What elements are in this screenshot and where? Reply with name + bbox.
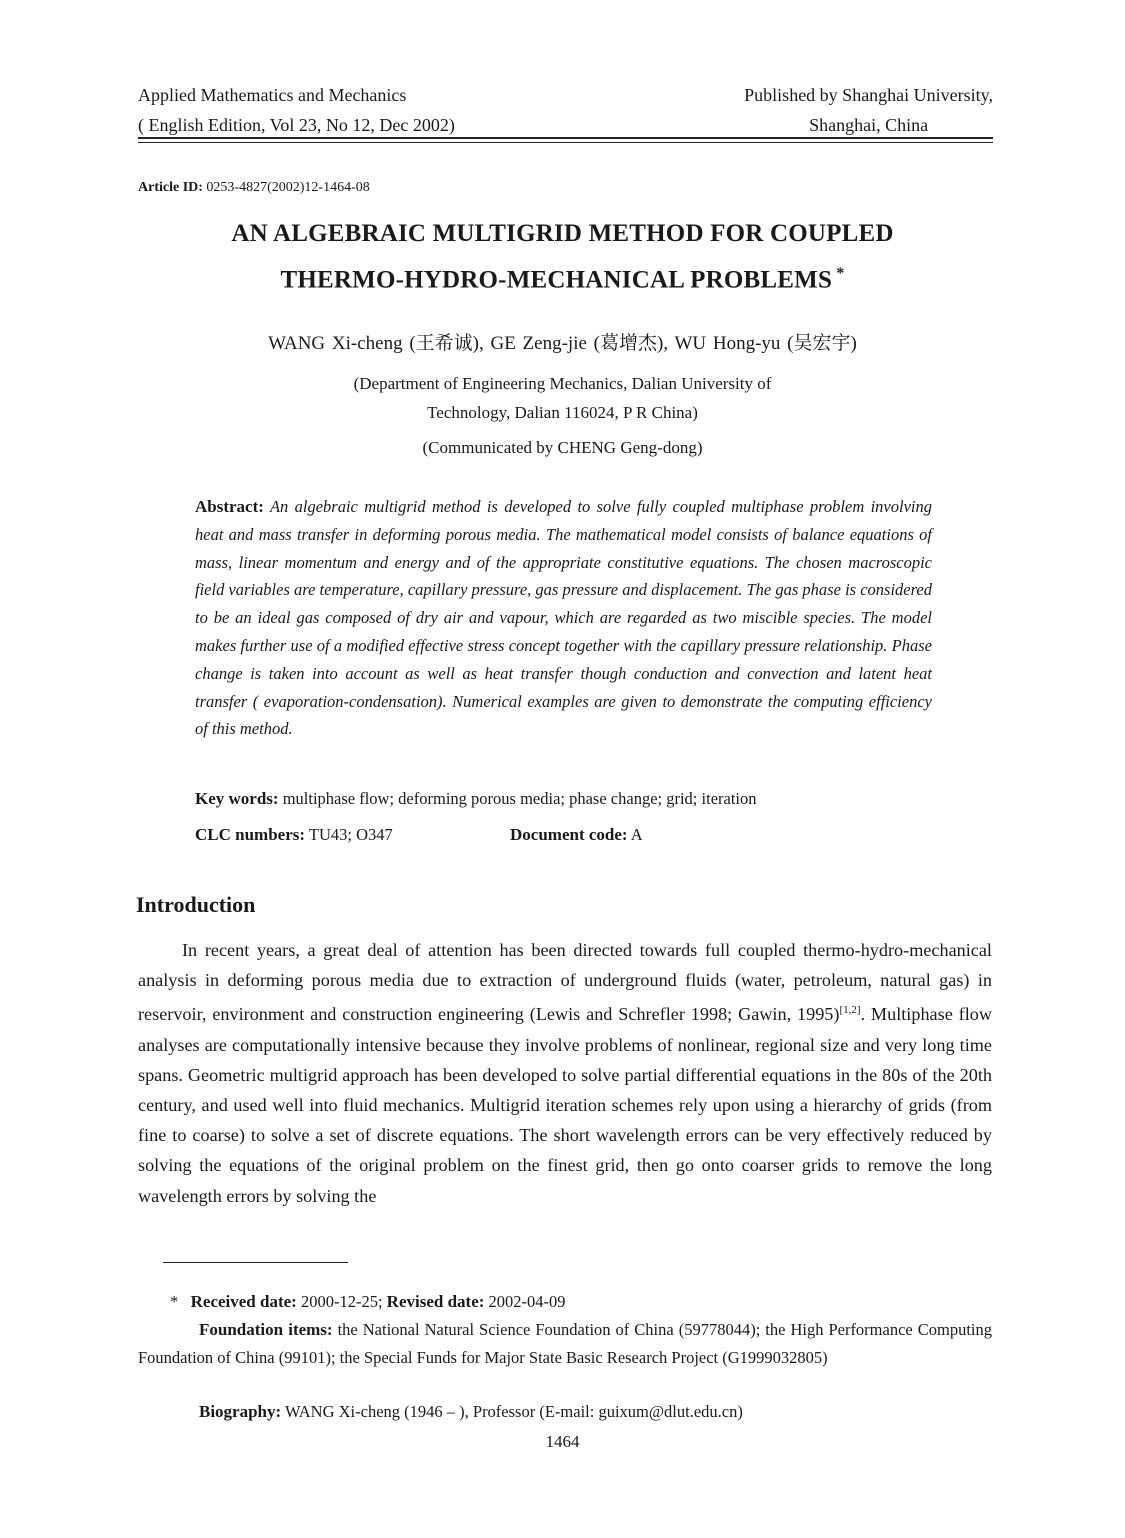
- journal-name: Applied Mathematics and Mechanics: [138, 85, 407, 105]
- title-footnote-mark: *: [832, 265, 845, 282]
- document-code-value: A: [627, 825, 643, 844]
- introduction-paragraph: [138, 935, 992, 1211]
- citation-ref[interactable]: [1,2]: [839, 1004, 861, 1017]
- publisher-location: Shanghai, China: [809, 115, 929, 135]
- journal-header: [138, 80, 455, 140]
- affiliation-line1: (Department of Engineering Mechanics, Dalian University of: [353, 374, 772, 393]
- received-value: 2000-12-25;: [296, 1292, 387, 1311]
- journal-issue: ( English Edition, Vol 23, No 12, Dec 2002): [138, 115, 455, 135]
- page-number: 1464: [545, 1432, 580, 1451]
- foundation-value: the National Natural Science Foundation of China (59778044); the High Performance Computing Foundation of China (99101); the Special Funds for Major State Basic Research Project (G1999032805): [138, 1320, 992, 1367]
- author-list: WANG Xi-cheng (王希诚), GE Zeng-jie (葛增杰), WU Hong-yu (吴宏宇): [268, 333, 857, 354]
- document-code-label: Document code:: [510, 825, 628, 844]
- affiliation-line2: Technology, Dalian 116024, P R China): [427, 403, 698, 422]
- paper-title-line2-text: THERMO-HYDRO-MECHANICAL PROBLEMS: [280, 266, 833, 294]
- abstract-label: Abstract:: [195, 497, 264, 516]
- section-heading-introduction: Introduction: [136, 892, 256, 917]
- intro-text-part1: In recent years, a great deal of attention has been directed towards full coupled thermo-hydro-mechanical analysis in deforming porous media due to extraction of underground fluids (water, petroleum, natural gas) in reservoir, environment and construction engineering (Lewis and Schrefler 1998; Gawin, 1995): [138, 940, 992, 1025]
- abstract: [195, 493, 932, 743]
- footnote-foundation: [138, 1316, 992, 1371]
- revised-value: 2002-04-09: [484, 1292, 566, 1311]
- publisher-name: Published by Shanghai University,: [744, 85, 993, 105]
- article-id-value: 0253-4827(2002)12-1464-08: [202, 180, 370, 195]
- foundation-label: Foundation items:: [199, 1320, 333, 1339]
- revised-label: Revised date:: [386, 1292, 485, 1311]
- biography-value: WANG Xi-cheng (1946 – ), Professor (E-mail: guixum@dlut.edu.cn): [281, 1402, 743, 1421]
- intro-text-part2: . Multiphase flow analyses are computationally intensive because they involve problems of nonlinear, regional size and very long time spans. Geometric multigrid approach has been developed to solve partial differential equations in the 80s of the 20th century, and used well into fluid mechanics. Multigrid iteration schemes rely upon using a hierarchy of grids (from fine to coarse) to solve a set of discrete equations. The short wavelength errors can be very effectively reduced by solving the equations of the original problem on the finest grid, then go onto coarser grids to remove the long wavelength errors by solving the: [138, 1004, 992, 1206]
- footnote-star: *: [170, 1292, 179, 1311]
- communicated-by: (Communicated by CHENG Geng-dong): [422, 438, 703, 457]
- keywords-label: Key words:: [195, 789, 279, 808]
- keywords: [195, 789, 757, 809]
- article-id: [138, 180, 370, 196]
- article-id-label: Article ID:: [138, 180, 203, 195]
- footnote-rule: [163, 1262, 348, 1263]
- clc-value: TU43; O347: [305, 825, 393, 844]
- paper-title-line2: [0, 265, 1125, 294]
- publisher-header: [744, 80, 993, 140]
- biography-label: Biography:: [199, 1402, 282, 1421]
- clc-label: CLC numbers:: [195, 825, 306, 844]
- keywords-value: multiphase flow; deforming porous media; phase change; grid; iteration: [278, 789, 757, 808]
- footnote-dates: [170, 1288, 566, 1316]
- clc-numbers: [195, 825, 393, 845]
- header-rule-thick: [138, 137, 993, 139]
- footnote-biography: [199, 1398, 743, 1426]
- received-label: Received date:: [190, 1292, 297, 1311]
- abstract-text: An algebraic multigrid method is developed to solve fully coupled multiphase problem involving heat and mass transfer in deforming porous media. The mathematical model consists of balance equations of mass, linear momentum and energy and of the appropriate constitutive equations. The chosen macroscopic field variables are temperature, capillary pressure, gas pressure and displacement. The gas phase is considered to be an ideal gas composed of dry air and vapour, which are regarded as two miscible species. The model makes further use of a modified effective stress concept together with the capillary pressure relationship. Phase change is taken into account as well as heat transfer though conduction and convection and latent heat transfer ( evaporation-condensation). Numerical examples are given to demonstrate the computing efficiency of this method.: [195, 497, 932, 739]
- header-rule-thin: [138, 142, 993, 143]
- document-code: [510, 825, 643, 845]
- paper-title-line1: AN ALGEBRAIC MULTIGRID METHOD FOR COUPLED: [231, 220, 894, 247]
